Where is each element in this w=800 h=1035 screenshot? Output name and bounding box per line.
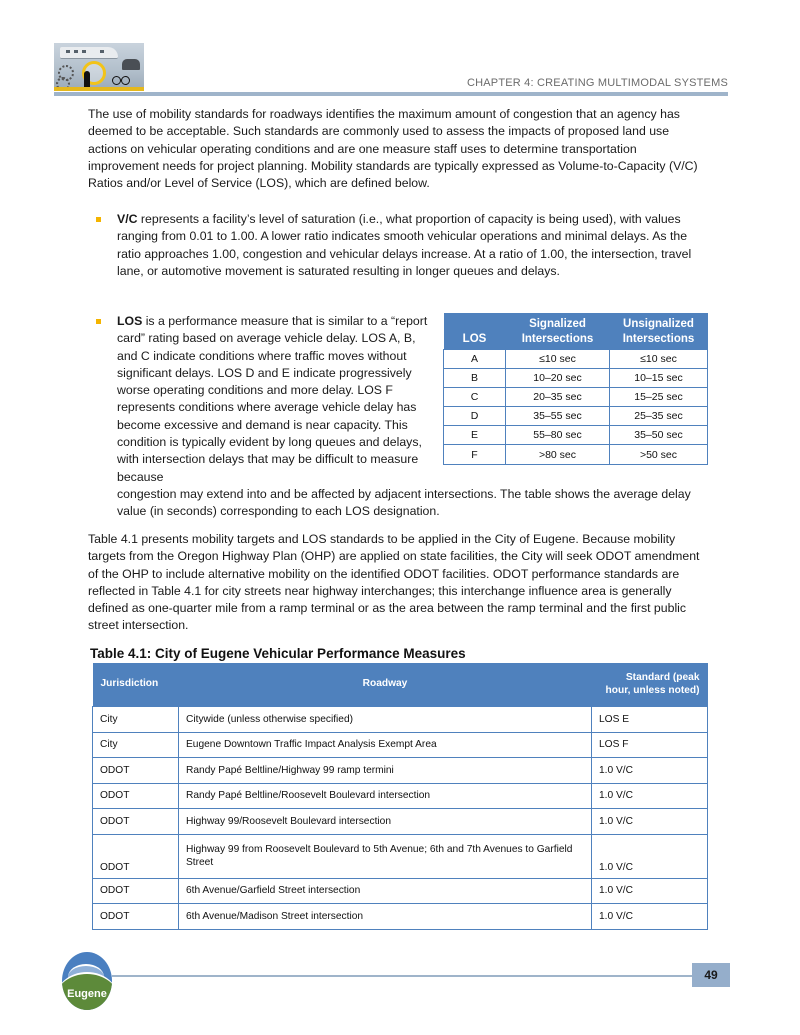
table-row: ODOT Highway 99/Roosevelt Boulevard intersection 1.0 V/C [93,809,708,835]
table-row: B 10–20 sec 10–15 sec [444,369,708,388]
column-header: Signalized Intersections [506,313,610,350]
chapter-title: CHAPTER 4: CREATING MULTIMODAL SYSTEMS [466,77,728,89]
column-header-roadway: Roadway [179,663,592,707]
column-header-standard: Standard (peak hour, unless noted) [592,663,708,707]
bicycle-icon [112,77,130,85]
table-row: D 35–55 sec 25–35 sec [444,407,708,426]
header-divider [54,92,728,96]
page-number: 49 [692,963,730,987]
column-header-jurisdiction: Jurisdiction [93,663,179,707]
column-header: LOS [444,313,506,350]
table-row: A ≤10 sec ≤10 sec [444,350,708,369]
car-icon [122,59,140,70]
table-row: City Citywide (unless otherwise specified) LOS E [93,707,708,733]
table-row: ODOT Randy Papé Beltline/Roosevelt Boulevard intersection 1.0 V/C [93,783,708,809]
eugene-logo [62,952,112,1010]
train-graphic [60,47,118,59]
table41-intro-paragraph: Table 4.1 presents mobility targets and LOS standards to be applied in the City of Eugene. Because mobility targets from the Oregon Highway Plan (OHP) are applied on state facilities, the City will seek ODOT amendment of the OHP to include alternative mobility on the identified ODOT facilities. ODOT performance standards are reflected in Table 4.1 for city streets near highway interchanges; this interchange influence area is generally defined as one-quarter mile from a ramp terminal or as the area between the ramp terminal and the first public street intersection. [88,532,700,633]
table-row: ODOT 6th Avenue/Madison Street intersection 1.0 V/C [93,904,708,930]
footer-divider [112,975,710,977]
table-header-row [444,313,708,350]
table-row: C 20–35 sec 15–25 sec [444,388,708,407]
bullet-term: V/C [117,212,138,226]
logo-text: Eugene [67,988,107,1000]
bullet-text: LOS is a performance measure that is similar to a “report card” rating based on average vehicle delay. LOS A, B, and C indicate conditions where traffic moves without significant delays. LOS D and E indicate progressively worse operating conditions and more delay. LOS F represents conditions where average vehicle delay has become excessive and demand is near capacity. This condition is typically evident by long queues and delays, with intersection delays that may be difficult to measure because [117,314,428,484]
vehicular-performance-table [92,663,708,930]
table-row: City Eugene Downtown Traffic Impact Analysis Exempt Area LOS F [93,732,708,758]
table-header-row [93,663,708,707]
bullet-term: LOS [117,314,143,328]
bullet-text: V/C represents a facility’s level of saturation (i.e., what proportion of capacity is being used), with values ranging from 0.01 to 1.00. A lower ratio indicates smooth vehicular operations and minimal delays. As the ratio approaches 1.00, congestion and vehicular delays increase. At a ratio of 1.00, the intersection, travel lane, or automotive movement is saturated resulting in longer queues and delays. [117,212,692,278]
los-delay-table [443,313,708,465]
table-row: F >80 sec >50 sec [444,445,708,465]
wheelchair-user-icon [84,71,90,87]
table-row: E 55–80 sec 35–50 sec [444,426,708,445]
bullet-los-continuation: congestion may extend into and be affected by adjacent intersections. The table shows the average delay value (in seconds) corresponding to each LOS designation. [117,487,691,519]
column-header: Unsignalized Intersections [610,313,708,350]
bullet-vc [96,211,708,280]
header-banner-image [54,43,144,91]
table-title: Table 4.1: City of Eugene Vehicular Performance Measures [90,646,466,661]
table-row: ODOT Highway 99 from Roosevelt Boulevard to 5th Avenue; 6th and 7th Avenues to Garfield Street 1.0 V/C [93,834,708,878]
ground-stripe [54,87,144,91]
intro-paragraph: The use of mobility standards for roadways identifies the maximum amount of congestion that an agency has deemed to be acceptable. Such standards are commonly used to assess the impacts of proposed land use actions on vehicular operating conditions and are one measure staff uses to determine transportation improvement needs for project planning. Mobility standards are typically expressed as Volume-to-Capacity (V/C) Ratios and/or Level of Service (LOS), which are defined below. [88,107,698,191]
table-row: ODOT Randy Papé Beltline/Highway 99 ramp termini 1.0 V/C [93,758,708,784]
bullet-square-icon [96,217,101,222]
bullet-square-icon [96,319,101,324]
table-row: ODOT 6th Avenue/Garfield Street intersection 1.0 V/C [93,878,708,904]
